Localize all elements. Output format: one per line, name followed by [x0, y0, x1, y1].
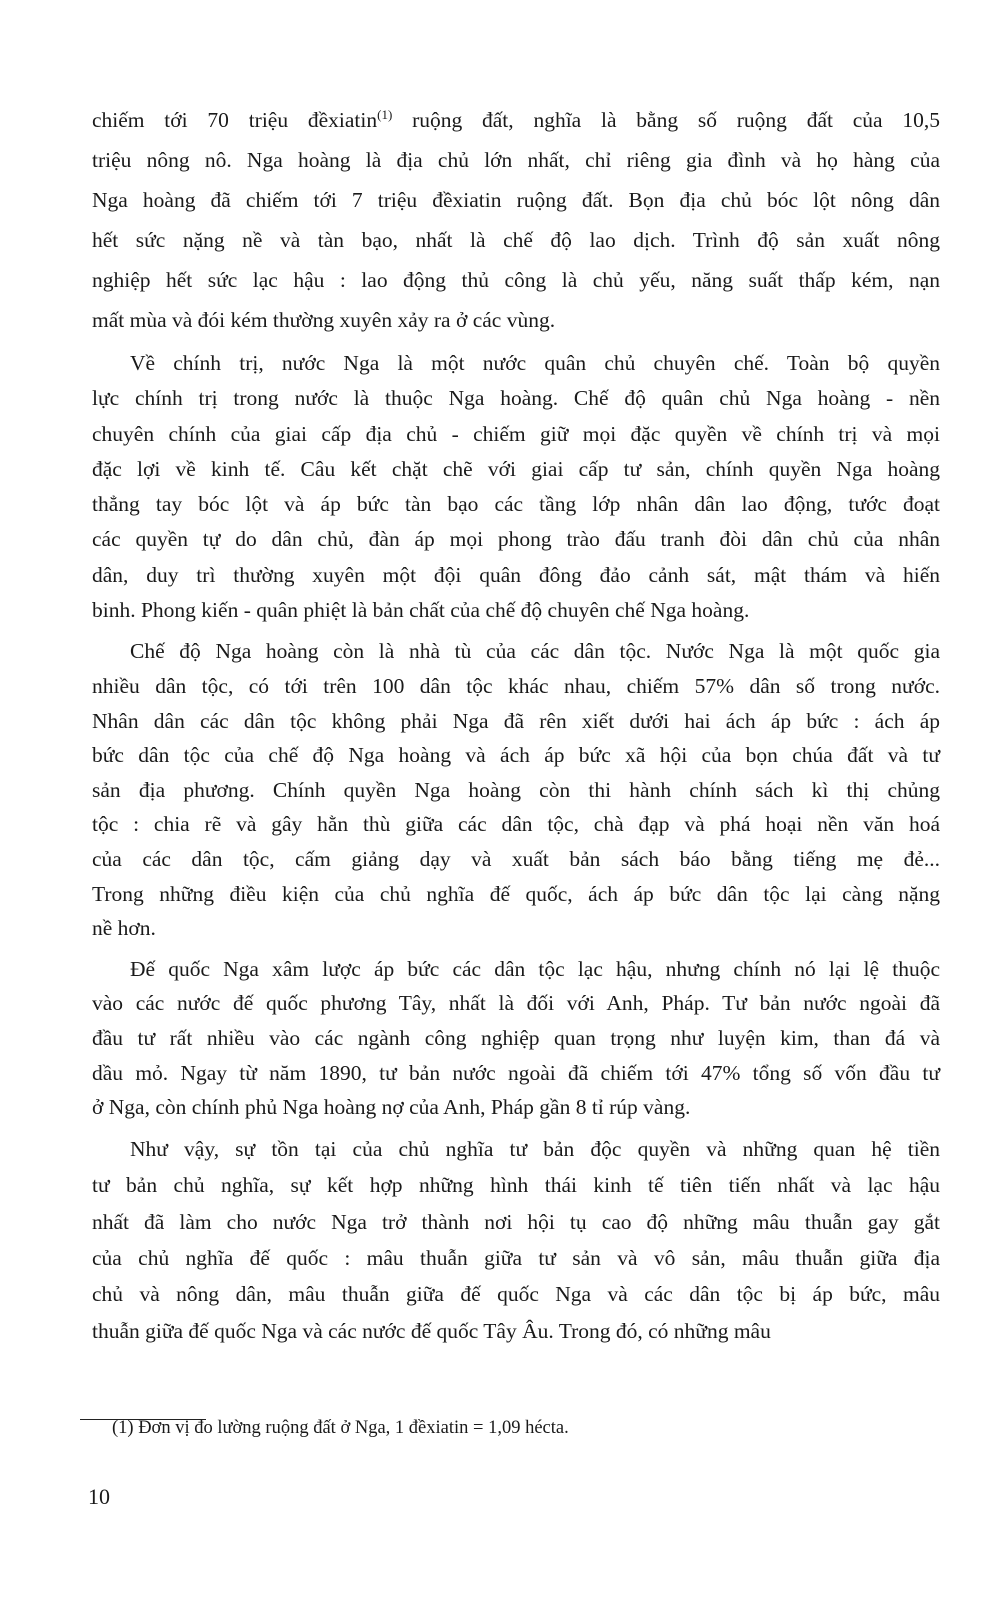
text-line: chuyên chính của giai cấp địa chủ - chiếm giữ mọi đặc quyền về chính trị và mọi: [92, 421, 940, 446]
text-line: lực chính trị trong nước là thuộc Nga hoàng. Chế độ quân chủ Nga hoàng - nền: [92, 386, 940, 411]
text-line: nhiều dân tộc, có tới trên 100 dân tộc khác nhau, chiếm 57% dân số trong nước.: [92, 673, 940, 698]
text-line: Đế quốc Nga xâm lược áp bức các dân tộc lạc hậu, nhưng chính nó lại lệ thuộc: [130, 956, 940, 981]
text-line: Nga hoàng đã chiếm tới 7 triệu đềxiatin ruộng đất. Bọn địa chủ bóc lột nông dân: [92, 188, 940, 212]
paragraph-5: [92, 1131, 940, 1349]
text-line: ở Nga, còn chính phủ Nga hoàng nợ của Anh, Pháp gần 8 tỉ rúp vàng.: [92, 1095, 691, 1120]
text-line: vào các nước đế quốc phương Tây, nhất là đối với Anh, Pháp. Tư bản nước ngoài đã: [92, 991, 940, 1016]
paragraph-1: [92, 100, 940, 340]
paragraph-2: [92, 346, 940, 628]
text-line: binh. Phong kiến - quân phiệt là bản chất của chế độ chuyên chế Nga hoàng.: [92, 598, 750, 623]
page-body: [92, 100, 940, 1355]
text-line: các quyền tự do dân chủ, đàn áp mọi phong trào đấu tranh đòi dân chủ của nhân: [92, 527, 940, 552]
text-line: dân, duy trì thường xuyên một đội quân đông đảo cảnh sát, mật thám và hiến: [92, 562, 940, 587]
text-line: Trong những điều kiện của chủ nghĩa đế quốc, ách áp bức dân tộc lại càng nặng: [92, 881, 940, 906]
text-line: chủ và nông dân, mâu thuẫn giữa đế quốc Nga và các dân tộc bị áp bức, mâu: [92, 1282, 940, 1307]
text-line: hết sức nặng nề và tàn bạo, nhất là chế độ lao dịch. Trình độ sản xuất nông: [92, 228, 940, 252]
text-line: mất mùa và đói kém thường xuyên xảy ra ở các vùng.: [92, 308, 556, 332]
text-line: tư bản chủ nghĩa, sự kết hợp những hình thái kinh tế tiên tiến nhất và lạc hậu: [92, 1173, 940, 1198]
text-line: của các dân tộc, cấm giảng dạy và xuất bản sách báo bằng tiếng mẹ đẻ...: [92, 846, 940, 871]
text-line: nghiệp hết sức lạc hậu : lao động thủ công là chủ yếu, năng suất thấp kém, nạn: [92, 268, 940, 292]
page-number: 10: [88, 1484, 110, 1509]
text-line: của chủ nghĩa đế quốc : mâu thuẫn giữa tư sản và vô sản, mâu thuẫn giữa địa: [92, 1245, 940, 1270]
text-line: Chế độ Nga hoàng còn là nhà tù của các dân tộc. Nước Nga là một quốc gia: [130, 639, 940, 664]
paragraph-3: [92, 634, 940, 945]
paragraph-4: [92, 952, 940, 1125]
text-line: đầu tư rất nhiều vào các ngành công nghiệp quan trọng như luyện kim, than đá và: [92, 1025, 940, 1050]
text-span: ruộng đất, nghĩa là bằng số ruộng đất của 10,5: [392, 108, 940, 132]
text-line: tộc : chia rẽ và gây hằn thù giữa các dân tộc, chà đạp và phá hoại nền văn hoá: [92, 812, 940, 837]
text-line: Nhân dân các dân tộc không phải Nga đã rên xiết dưới hai ách áp bức : ách áp: [92, 708, 940, 733]
text-line: Về chính trị, nước Nga là một nước quân chủ chuyên chế. Toàn bộ quyền: [130, 351, 940, 375]
text-line: dầu mỏ. Ngay từ năm 1890, tư bản nước ngoài đã chiếm tới 47% tổng số vốn đầu tư: [92, 1060, 940, 1085]
text-line: [92, 100, 940, 140]
text-span: chiếm tới 70 triệu đềxiatin: [92, 108, 378, 132]
text-line: sản địa phương. Chính quyền Nga hoàng còn thi hành chính sách kì thị chủng: [92, 777, 940, 802]
text-line: nhất đã làm cho nước Nga trở thành nơi hội tụ cao độ những mâu thuẫn gay gắt: [92, 1209, 940, 1234]
text-line: bức dân tộc của chế độ Nga hoàng và ách áp bức xã hội của bọn chúa đất và tư: [92, 743, 940, 768]
text-line: thẳng tay bóc lột và áp bức tàn bạo các tầng lớp nhân dân lao động, tước đoạt: [92, 492, 940, 517]
text-line: Như vậy, sự tồn tại của chủ nghĩa tư bản độc quyền và những quan hệ tiền: [130, 1136, 940, 1161]
footnote-ref[interactable]: (1): [377, 106, 393, 122]
text-line: triệu nông nô. Nga hoàng là địa chủ lớn nhất, chỉ riêng gia đình và họ hàng của: [92, 148, 940, 172]
footnote: (1) Đơn vị đo lường ruộng đất ở Nga, 1 đềxiatin = 1,09 hécta.: [112, 1418, 569, 1438]
text-line: nề hơn.: [92, 916, 156, 941]
text-line: thuẫn giữa đế quốc Nga và các nước đế quốc Tây Âu. Trong đó, có những mâu: [92, 1318, 771, 1343]
text-line: đặc lợi về kinh tế. Câu kết chặt chẽ với giai cấp tư sản, chính quyền Nga hoàng: [92, 456, 940, 481]
